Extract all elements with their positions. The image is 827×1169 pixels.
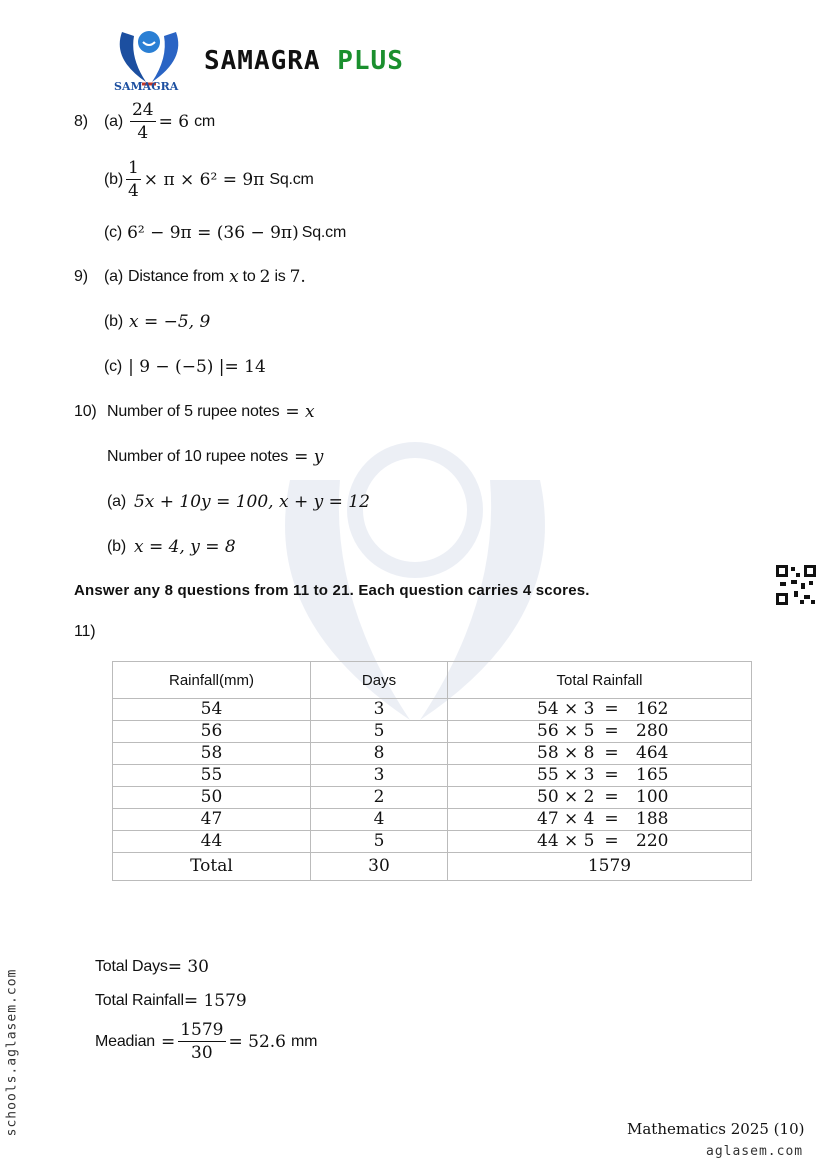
days-cell: 5 [311,831,448,853]
q9-a [74,267,306,287]
q9-a-text1: Distance from [127,268,225,285]
calc-expr: 55 × 3 [537,765,595,785]
q8-a-den: 4 [137,123,149,143]
median-line [95,1020,317,1063]
logo-caption: SAMAGRA [114,80,179,93]
calc-eq: = [604,721,619,741]
q8-a-fraction [130,100,156,143]
q10-line1-expr: = x [285,402,315,422]
q8-a-num: 24 [131,100,154,120]
total-rainfall-cell [448,809,752,831]
table-row [113,809,752,831]
calc-eq: = [604,787,619,807]
calc-total: 464 [636,743,669,763]
total-days-cell: 30 [311,853,448,881]
total-days-value: = 30 [167,957,209,977]
q8-a-label: (a) [104,112,123,130]
calc-total: 280 [636,721,669,741]
calc-total: 188 [636,809,669,829]
median-den: 30 [191,1043,213,1063]
q9-a-x: x [229,267,239,287]
q10-b-expr: x = 4, y = 8 [133,537,236,557]
q9-b [104,312,210,332]
table-row [113,831,752,853]
rainfall-cell: 44 [113,831,311,853]
section-heading: Answer any 8 questions from 11 to 21. Each question carries 4 scores. [74,582,590,599]
rainfall-cell: 56 [113,721,311,743]
q8-c-unit: Sq.cm [301,224,347,241]
q8-b [104,158,314,201]
q9-a-text2: to [242,268,256,285]
q9-a-val: 7. [289,267,306,287]
calc-expr: 44 × 5 [537,831,595,851]
rainfall-cell: 47 [113,809,311,831]
q8-c-expr: 6² − 9π = (36 − 9π) [127,223,299,243]
table-row [113,787,752,809]
q9-c-label: (c) [104,358,123,375]
q9-b-expr: x = −5, 9 [128,312,211,332]
days-cell: 2 [311,787,448,809]
calc-eq: = [604,831,619,851]
days-cell: 8 [311,743,448,765]
table-row [113,743,752,765]
q8-b-den: 4 [127,181,139,201]
total-rainfall-cell [448,765,752,787]
footer-site: aglasem.com [706,1144,804,1159]
total-rainfall-cell [448,721,752,743]
q11-number: 11) [74,623,96,640]
q8-a [74,100,215,143]
qr-code [776,565,816,605]
table-header-row [113,662,752,699]
rainfall-cell: 58 [113,743,311,765]
table-row [113,765,752,787]
calc-expr: 47 × 4 [537,809,595,829]
days-cell: 4 [311,809,448,831]
days-cell: 5 [311,721,448,743]
calc-eq: = [604,743,619,763]
calc-eq: = [604,699,619,719]
q9-c-expr: | 9 − (−5) |= 14 [128,357,266,377]
q10-line2 [107,447,323,467]
calc-total: 220 [636,831,669,851]
q8-a-rest: = 6 [158,111,190,132]
brand-samagra: SAMAGRA [204,46,321,76]
total-days-label: Total Days [95,958,168,975]
q9-b-label: (b) [104,313,123,330]
median-fraction [178,1020,225,1063]
days-cell: 3 [311,765,448,787]
calc-total: 100 [636,787,669,807]
header-total-rainfall: Total Rainfall [448,662,752,699]
calc-total: 165 [636,765,669,785]
calc-expr: 54 × 3 [537,699,595,719]
header-days: Days [311,662,448,699]
q10-line2-expr: = y [294,447,324,467]
total-rainfall-line [95,991,247,1011]
calc-eq: = [604,765,619,785]
total-rainfall-cell [448,699,752,721]
q10-line2-text: Number of 10 rupee notes [107,448,289,465]
q8-b-rest: × π × 6² = 9π [143,169,265,190]
table-row [113,699,752,721]
brand-title [204,46,404,76]
brand-plus: PLUS [337,46,404,76]
calc-expr: 50 × 2 [537,787,595,807]
q8-c-label: (c) [104,224,123,241]
calc-expr: 56 × 5 [537,721,595,741]
rainfall-cell: 54 [113,699,311,721]
median-label: Meadian [95,1032,155,1050]
q8-c [104,223,346,243]
q8-b-unit: Sq.cm [269,170,314,188]
total-rainfall-label: Total Rainfall [95,992,184,1009]
q9-a-label: (a) [104,268,123,285]
q8-b-num: 1 [127,158,139,178]
median-eq: = [160,1031,176,1052]
median-num: 1579 [180,1020,224,1040]
q9-number: 9) [74,268,88,285]
table-total-row [113,853,752,881]
q9-a-text3: is [274,268,286,285]
rainfall-cell: 50 [113,787,311,809]
q10-b [107,537,236,557]
header-rainfall: Rainfall(mm) [113,662,311,699]
q10-a-expr: 5x + 10y = 100, x + y = 12 [133,492,370,512]
calc-eq: = [604,809,619,829]
side-watermark-text: schools.aglasem.com [4,968,20,1137]
total-rainfall-cell [448,831,752,853]
total-rainfall-cell [448,743,752,765]
table-row [113,721,752,743]
rainfall-table [112,661,752,881]
calc-total: 162 [636,699,669,719]
q9-c [104,357,266,377]
page-footer-label: Mathematics 2025 (10) [627,1120,805,1138]
median-unit: mm [291,1032,318,1050]
total-rainfall-value: = 1579 [183,991,247,1011]
q8-b-fraction [126,158,141,201]
q8-b-label: (b) [104,170,123,188]
q10-number: 10) [74,403,97,420]
table-body [113,699,752,881]
rainfall-cell: 55 [113,765,311,787]
q8-a-unit: cm [194,112,216,130]
q8-number: 8) [74,112,88,130]
q10-b-label: (b) [107,538,126,555]
q10-line1 [74,402,315,422]
total-rainfall-cell [448,787,752,809]
calc-expr: 58 × 8 [537,743,595,763]
total-days-line [95,957,209,977]
q9-a-two: 2 [259,267,271,287]
q10-a-label: (a) [107,493,126,510]
q10-line1-text: Number of 5 rupee notes [107,403,280,420]
total-label-cell: Total [113,853,311,881]
q10-a [107,492,370,512]
median-rest: = 52.6 [228,1031,286,1052]
days-cell: 3 [311,699,448,721]
total-sum-cell: 1579 [448,853,752,881]
side-watermark [4,965,38,1155]
